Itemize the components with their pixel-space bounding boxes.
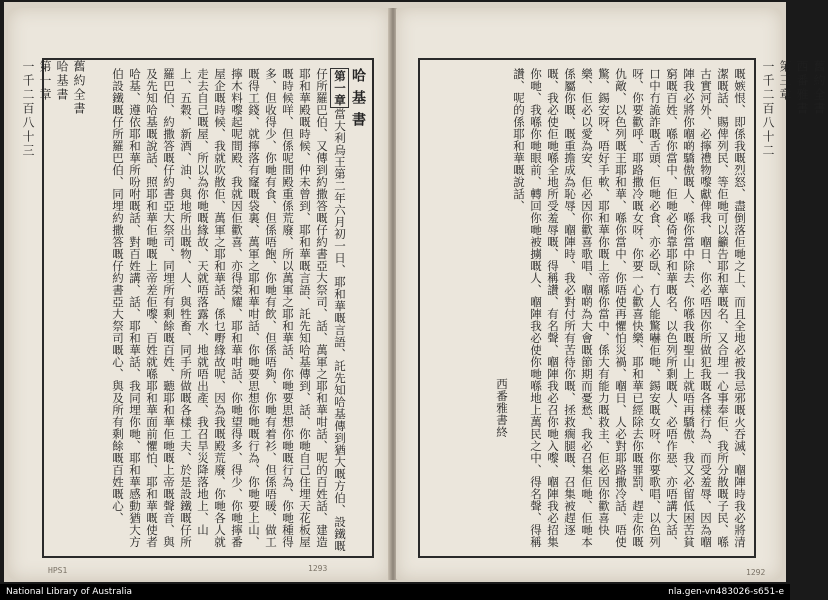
footer-identifier: nla.gen-vn483026-s651-e — [668, 587, 784, 597]
right-chapter-label: 第三章 — [778, 60, 792, 102]
left-page-stamp: 1293 — [308, 564, 328, 573]
scan-footer — [0, 584, 790, 600]
right-body-text: 嘅嫉恨、即係我嘅烈怒、盡倒落佢哋之上、而且全地必被我忌邪嘅火吞滅、嗰陣時我必將清潔嘅話、賜俾列民、等佢哋可以籲告耶和華嘅名、又合埋一心事奉佢、我所分散嘅子民、喺古實河外、必擰禮物嚟獻俾我、嗰日、你必唔因你所做犯我嘅各樣行為、而受羞辱、因為嗰陣我必將你嗰啲驕傲嘅人、喺你當中除去、你喺我嘅聖山上就唔再驕傲、我又必留低困苦貧窮嘅百姓、喺你當中、佢哋必倚靠耶和華嘅名、以色列所剩嘅人、必唔作惡、亦唔講大話、口中冇詭詐嘅舌頭、佢哋必食、亦必臥、冇人能驚嚇佢哋、錫安嘅女呀、你要歌唱、以色列呀、你要歡呼、耶路撒冷嘅女呀、你要一心歡喜快樂、耶和華已經除去你嘅罪罰、趕走你嘅仇敵、以色列嘅王耶和華、喺你當中、你唔使再懼怕災禍、嗰日、人必對耶路撒冷話、唔使驚、錫安呀、唔好手軟、耶和華你嘅上帝喺你當中、係大有能力嘅救主、佢必因你歡喜快樂、佢必以愛為安、佢必因你歡喜歌唱、嗰啲為大會嘅節期而憂愁、我必召集佢哋、佢哋本係屬你嘅、嘅重擔成為恥辱、嗰陣時、我必對付所有苦待你嘅、拯救瘸腿嘅、召集被趕逐嘅、我必使佢哋喺全地所受羞辱嘅、得稱讚、有名聲、嗰陣我必召你哋入嚟、嗰陣我必招集你哋、我喺你哋眼前、轉回你哋被擄嘅人、嗰陣我必使你哋喺地上萬民之中、得名聲、得稱讚、呢的係耶和華嘅說話、 — [512, 68, 747, 548]
right-book-name: 西番雅書 — [795, 60, 809, 116]
footer-library: National Library of Australia — [6, 587, 133, 597]
right-book-title: 舊約全書 — [812, 60, 826, 116]
chapter-marker: 第一章 — [330, 68, 349, 108]
end-marker: 西番雅書終 — [495, 378, 509, 438]
left-text-frame — [42, 58, 374, 558]
left-book-name: 哈基書 — [55, 60, 69, 102]
left-page-number: 一千二百八十三 — [21, 60, 35, 158]
left-chapter-label: 第一章 — [38, 60, 52, 102]
right-margin-column — [760, 60, 828, 560]
left-book-title: 舊約全書 — [72, 60, 86, 116]
book-heading: 哈基書 — [350, 68, 366, 134]
left-body-container — [46, 68, 366, 552]
corner-stamp: HPS1 — [48, 566, 68, 575]
right-body-container — [422, 68, 748, 552]
left-body-text: 當大利烏王第二年六月初一日、耶和華嘅言語、託先知哈基傳到猶大嘅方伯、設鐵嘅仔所羅巴伯、又傳到約撒答嘅仔約書亞大祭司、話、萬軍之耶和華咁話、呢的百姓話、建造耶和華殿嘅時候、仲未曾到、耶和華嘅言語、託先知哈基傳到、話、你哋自己住埋天花板屋嘅時候咩、但係呢間殿重係荒廢、所以萬軍之耶和華話、你哋要思想你哋嘅行為、你哋種得多、但收得少、你哋有食、但係唔飽、你哋有飲、但係唔夠、你哋有着衫、但係唔暖、做工嘅得工錢、就擰落有窿嘅袋裏、萬軍之耶和華咁話、你哋要思想你哋嘅行為、你哋要上山、擰木料嚟起呢間殿、我就因佢歡喜、亦得榮耀、耶和華咁話、你哋望得多、得少、你哋擰番屋企嘅時候、我就吹散佢、萬軍之耶和華話、係乜嘢緣故呢、因為我嘅殿荒廢、你哋各人就走去自己嘅屋、所以為你哋嘅緣故、天就唔落露水、地就唔出產、我召旱災降落地上、山上、五穀、新酒、油、與地所出嘅物、人、與牲畜、同手所做嘅各樣工夫、於是設鐵嘅仔所羅巴伯、約撒答嘅仔約書亞大祭司、同埋所有剩餘嘅百姓、聽耶和華佢哋嘅上帝嘅聲音、與及先知哈基嘅說話、照耶和華佢哋嘅上帝差佢嚟、百姓就喺耶和華面前懼怕、耶和華嘅使者哈基、遵依耶和華所吩咐嘅話、對百姓講、話、耶和華話、我同埋你哋、耶和華感動猶大方伯設鐵嘅仔所羅巴伯、同埋約撒答嘅仔約書亞大祭司嘅心、與及所有剩餘嘅百姓嘅心、 — [111, 68, 347, 552]
right-page — [396, 8, 826, 580]
left-page — [8, 8, 390, 580]
right-page-stamp: 1292 — [746, 568, 766, 577]
book-scan — [4, 2, 826, 582]
right-text-frame — [418, 58, 756, 558]
right-page-number: 一千二百八十二 — [761, 60, 775, 158]
